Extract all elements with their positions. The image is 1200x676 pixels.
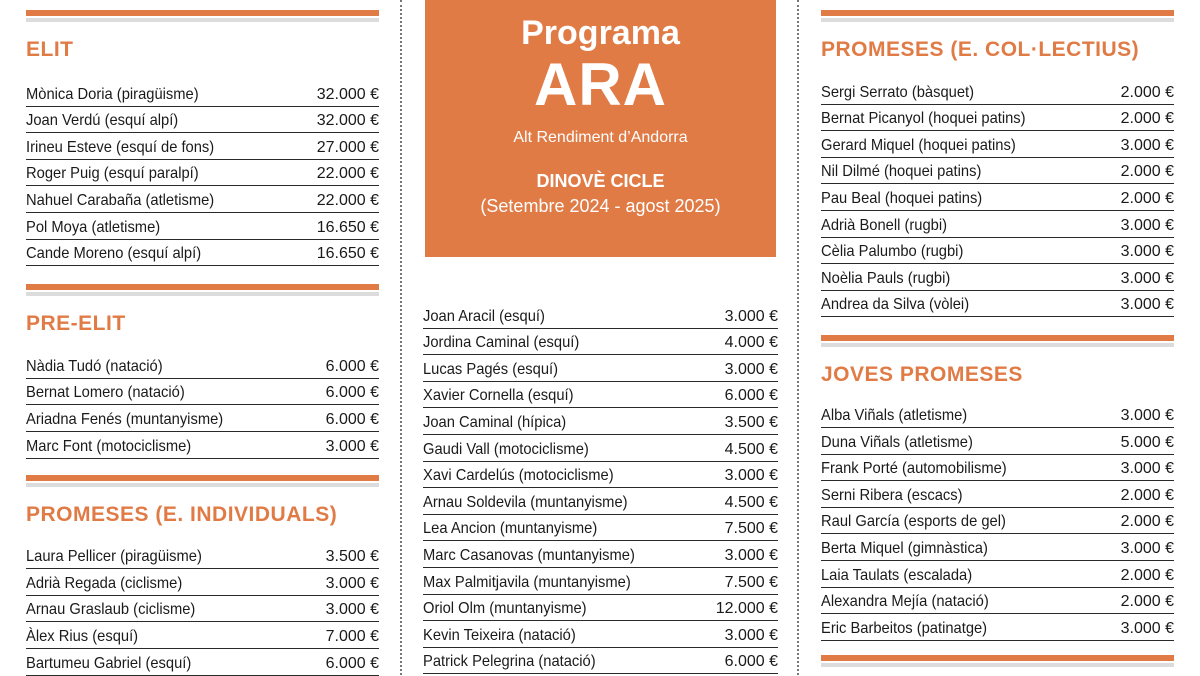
list-item bbox=[821, 614, 1174, 641]
list-item bbox=[423, 621, 778, 648]
athlete-name: Mònica Doria (piragüisme) bbox=[26, 85, 199, 103]
grant-amount: 3.000 € bbox=[724, 467, 778, 485]
athlete-name: Alexandra Mejía (natació) bbox=[821, 593, 989, 611]
list-item bbox=[423, 329, 778, 356]
grant-amount: 2.000 € bbox=[1120, 486, 1174, 504]
list-item bbox=[821, 211, 1174, 238]
list-item bbox=[26, 213, 379, 240]
program-banner bbox=[425, 0, 776, 257]
list-item bbox=[821, 508, 1174, 535]
grant-amount: 3.500 € bbox=[724, 413, 778, 431]
athlete-name: Joan Caminal (hípica) bbox=[423, 413, 567, 431]
athlete-name: Àlex Rius (esquí) bbox=[26, 627, 139, 645]
grant-amount: 22.000 € bbox=[316, 191, 379, 209]
grant-amount: 3.000 € bbox=[724, 546, 778, 564]
grant-amount: 2.000 € bbox=[1120, 163, 1174, 181]
list-item bbox=[423, 488, 778, 515]
athlete-name: Frank Porté (automobilisme) bbox=[821, 460, 1007, 478]
grant-amount: 2.000 € bbox=[1120, 189, 1174, 207]
list-item bbox=[423, 302, 778, 329]
grant-amount: 2.000 € bbox=[1120, 593, 1174, 611]
athlete-name: Patrick Pelegrina (natació) bbox=[423, 653, 596, 671]
grant-amount: 7.000 € bbox=[325, 627, 379, 645]
grant-amount: 2.000 € bbox=[1120, 83, 1174, 101]
list-item bbox=[26, 622, 379, 649]
list-item bbox=[26, 107, 379, 134]
section-rule bbox=[26, 475, 379, 491]
left-column bbox=[26, 0, 379, 676]
middle-list bbox=[423, 302, 778, 674]
grant-amount: 6.000 € bbox=[325, 384, 379, 402]
joves-promeses-list bbox=[821, 401, 1174, 640]
grant-amount: 3.000 € bbox=[1120, 136, 1174, 154]
section-rule bbox=[26, 10, 379, 26]
promeses-collectius-list bbox=[821, 78, 1174, 317]
grant-amount: 3.000 € bbox=[724, 360, 778, 378]
athlete-name: Kevin Teixeira (natació) bbox=[423, 626, 576, 644]
athlete-name: Lea Ancion (muntanyisme) bbox=[423, 520, 598, 538]
grant-amount: 3.000 € bbox=[1120, 243, 1174, 261]
list-item bbox=[821, 78, 1174, 105]
list-item bbox=[26, 133, 379, 160]
list-item bbox=[821, 264, 1174, 291]
grant-amount: 7.500 € bbox=[724, 573, 778, 591]
list-item bbox=[26, 596, 379, 623]
grant-amount: 12.000 € bbox=[715, 600, 778, 618]
grant-amount: 3.000 € bbox=[1120, 619, 1174, 637]
list-item bbox=[821, 291, 1174, 318]
banner-period: (Setembre 2024 - agost 2025) bbox=[480, 196, 721, 216]
column-divider-left bbox=[400, 0, 402, 675]
list-item bbox=[423, 462, 778, 489]
list-item bbox=[26, 240, 379, 267]
athlete-name: Arnau Soldevila (muntanyisme) bbox=[423, 493, 628, 511]
athlete-name: Adrià Bonell (rugbi) bbox=[821, 216, 947, 234]
athlete-name: Pol Moya (atletisme) bbox=[26, 218, 161, 236]
athlete-name: Marc Font (motociclisme) bbox=[26, 437, 192, 455]
grant-amount: 4.500 € bbox=[724, 440, 778, 458]
list-item bbox=[423, 355, 778, 382]
list-item bbox=[26, 649, 379, 676]
grant-amount: 32.000 € bbox=[316, 112, 379, 130]
list-item bbox=[821, 481, 1174, 508]
athlete-name: Berta Miquel (gimnàstica) bbox=[821, 539, 988, 557]
section-title-elit: ELIT bbox=[26, 38, 74, 61]
list-item bbox=[821, 131, 1174, 158]
grant-amount: 3.000 € bbox=[1120, 460, 1174, 478]
list-item bbox=[423, 595, 778, 622]
grant-amount: 5.000 € bbox=[1120, 433, 1174, 451]
section-title-pre-elit: PRE-ELIT bbox=[26, 312, 126, 336]
athlete-name: Xavier Cornella (esquí) bbox=[423, 387, 574, 405]
right-column bbox=[821, 0, 1174, 671]
athlete-name: Ariadna Fenés (muntanyisme) bbox=[26, 410, 224, 428]
promeses-individuals-list bbox=[26, 543, 379, 676]
list-item bbox=[821, 455, 1174, 482]
grant-amount: 2.000 € bbox=[1120, 110, 1174, 128]
list-item bbox=[423, 568, 778, 595]
list-item bbox=[26, 543, 379, 570]
list-item bbox=[26, 160, 379, 187]
list-item bbox=[26, 379, 379, 406]
column-divider-right bbox=[797, 0, 799, 675]
grant-amount: 3.000 € bbox=[1120, 269, 1174, 287]
list-item bbox=[821, 561, 1174, 588]
athlete-name: Joan Verdú (esquí alpí) bbox=[26, 112, 179, 130]
athlete-name: Gaudi Vall (motociclisme) bbox=[423, 440, 589, 458]
athlete-name: Alba Viñals (atletisme) bbox=[821, 406, 968, 424]
list-item bbox=[26, 80, 379, 107]
athlete-name: Laura Pellicer (piragüisme) bbox=[26, 548, 202, 566]
athlete-name: Laia Taulats (escalada) bbox=[821, 566, 973, 584]
section-rule bbox=[821, 655, 1174, 671]
list-item bbox=[26, 352, 379, 379]
list-item bbox=[821, 184, 1174, 211]
grant-amount: 27.000 € bbox=[316, 138, 379, 156]
grant-amount: 3.000 € bbox=[724, 307, 778, 325]
grant-amount: 6.000 € bbox=[325, 357, 379, 375]
section-rule bbox=[26, 284, 379, 300]
grant-amount: 6.000 € bbox=[325, 654, 379, 672]
grant-amount: 3.000 € bbox=[1120, 539, 1174, 557]
athlete-name: Gerard Miquel (hoquei patins) bbox=[821, 136, 1016, 154]
section-title-joves-promeses: JOVES PROMESES bbox=[821, 363, 1023, 387]
grant-amount: 3.000 € bbox=[1120, 216, 1174, 234]
athlete-name: Nil Dilmé (hoquei patins) bbox=[821, 163, 982, 181]
list-item bbox=[423, 435, 778, 462]
list-item bbox=[821, 238, 1174, 265]
section-rule bbox=[821, 335, 1174, 351]
athlete-name: Eric Barbeitos (patinatge) bbox=[821, 619, 988, 637]
athlete-name: Sergi Serrato (bàsquet) bbox=[821, 83, 975, 101]
grant-amount: 3.000 € bbox=[325, 437, 379, 455]
banner-cycle: DINOVÈ CICLE bbox=[536, 171, 665, 191]
athlete-name: Nahuel Carabaña (atletisme) bbox=[26, 191, 215, 209]
grant-amount: 2.000 € bbox=[1120, 566, 1174, 584]
grant-amount: 32.000 € bbox=[316, 85, 379, 103]
list-item bbox=[423, 515, 778, 542]
section-title-promeses-individuals: PROMESES (E. INDIVIDUALS) bbox=[26, 502, 338, 526]
athlete-name: Jordina Caminal (esquí) bbox=[423, 334, 580, 352]
athlete-name: Marc Casanovas (muntanyisme) bbox=[423, 546, 635, 564]
athlete-name: Bartumeu Gabriel (esquí) bbox=[26, 654, 192, 672]
list-item bbox=[26, 569, 379, 596]
list-item bbox=[423, 648, 778, 675]
athlete-name: Joan Aracil (esquí) bbox=[423, 307, 545, 325]
grant-amount: 4.000 € bbox=[724, 334, 778, 352]
grant-amount: 2.000 € bbox=[1120, 513, 1174, 531]
athlete-name: Irineu Esteve (esquí de fons) bbox=[26, 138, 215, 156]
athlete-name: Adrià Regada (ciclisme) bbox=[26, 574, 183, 592]
athlete-name: Lucas Pagés (esquí) bbox=[423, 360, 559, 378]
grant-amount: 3.000 € bbox=[325, 574, 379, 592]
list-item bbox=[423, 382, 778, 409]
grant-amount: 16.650 € bbox=[316, 245, 379, 263]
athlete-name: Duna Viñals (atletisme) bbox=[821, 433, 973, 451]
banner-name: ARA bbox=[534, 51, 667, 118]
elit-list bbox=[26, 80, 379, 266]
grant-amount: 3.500 € bbox=[325, 548, 379, 566]
grant-amount: 16.650 € bbox=[316, 218, 379, 236]
list-item bbox=[821, 105, 1174, 132]
athlete-name: Serni Ribera (escacs) bbox=[821, 486, 963, 504]
athlete-name: Nàdia Tudó (natació) bbox=[26, 357, 163, 375]
list-item bbox=[26, 432, 379, 459]
athlete-name: Roger Puig (esquí paralpí) bbox=[26, 165, 199, 183]
athlete-name: Bernat Lomero (natació) bbox=[26, 384, 185, 402]
list-item bbox=[821, 428, 1174, 455]
list-item bbox=[26, 405, 379, 432]
grant-amount: 6.000 € bbox=[724, 653, 778, 671]
list-item bbox=[423, 408, 778, 435]
athlete-name: Andrea da Silva (vòlei) bbox=[821, 296, 970, 314]
athlete-name: Bernat Picanyol (hoquei patins) bbox=[821, 110, 1026, 128]
athlete-name: Cande Moreno (esquí alpí) bbox=[26, 245, 202, 263]
grant-amount: 3.000 € bbox=[724, 626, 778, 644]
grant-amount: 3.000 € bbox=[1120, 406, 1174, 424]
list-item bbox=[821, 534, 1174, 561]
grant-amount: 6.000 € bbox=[724, 387, 778, 405]
banner-title: Programa bbox=[521, 14, 680, 52]
middle-column bbox=[423, 302, 778, 674]
athlete-name: Oriol Olm (muntanyisme) bbox=[423, 600, 587, 618]
athlete-name: Raul García (esports de gel) bbox=[821, 513, 1006, 531]
athlete-name: Xavi Cardelús (motociclisme) bbox=[423, 467, 614, 485]
athlete-name: Cèlia Palumbo (rugbi) bbox=[821, 243, 964, 261]
banner-subtitle: Alt Rendiment d’Andorra bbox=[513, 129, 688, 146]
grant-amount: 3.000 € bbox=[1120, 296, 1174, 314]
grant-amount: 6.000 € bbox=[325, 410, 379, 428]
athlete-name: Pau Beal (hoquei patins) bbox=[821, 189, 983, 207]
grant-amount: 4.500 € bbox=[724, 493, 778, 511]
grant-amount: 7.500 € bbox=[724, 520, 778, 538]
athlete-name: Noèlia Pauls (rugbi) bbox=[821, 269, 951, 287]
grant-amount: 3.000 € bbox=[325, 601, 379, 619]
list-item bbox=[423, 541, 778, 568]
list-item bbox=[821, 588, 1174, 615]
pre-elit-list bbox=[26, 352, 379, 458]
list-item bbox=[26, 186, 379, 213]
athlete-name: Max Palmitjavila (muntanyisme) bbox=[423, 573, 631, 591]
section-title-promeses-collectius: PROMESES (E. COL·LECTIUS) bbox=[821, 38, 1140, 61]
list-item bbox=[821, 401, 1174, 428]
list-item bbox=[821, 158, 1174, 185]
section-rule bbox=[821, 10, 1174, 26]
grant-amount: 22.000 € bbox=[316, 165, 379, 183]
athlete-name: Arnau Graslaub (ciclisme) bbox=[26, 601, 196, 619]
